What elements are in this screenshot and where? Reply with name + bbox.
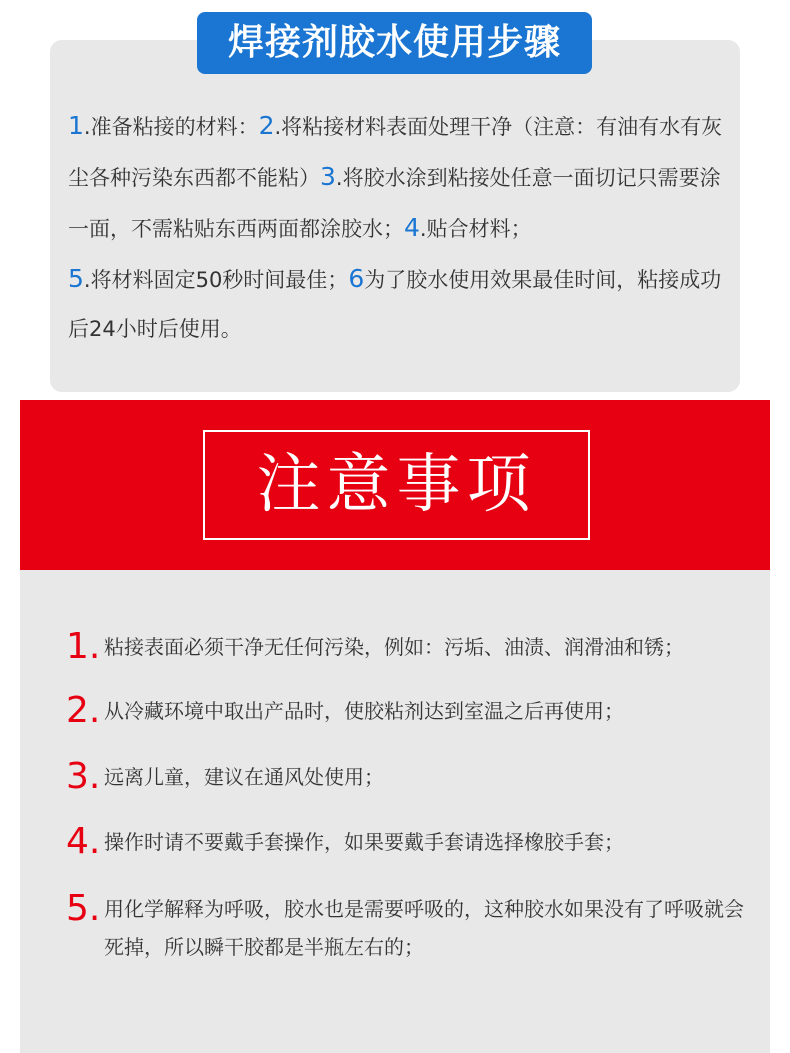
step-2-number: 2 (258, 111, 275, 140)
step-5-number: 5 (68, 264, 84, 293)
notice-item-4-number: 4. (66, 821, 101, 862)
step-5-text: .将材料固定50秒时间最佳； (83, 268, 349, 292)
step-1-text: .准备粘接的材料： (83, 115, 259, 139)
notice-item-1 (66, 627, 756, 667)
step-6-number: 6 (348, 264, 365, 293)
step-3-text: .将胶水涂到粘接处任意一面切记只需要涂一面，不需粘贴东西两面都涂胶水； (68, 166, 721, 241)
notice-item-4-text: 操作时请不要戴手套操作，如果要戴手套请选择橡胶手套； (104, 830, 624, 854)
step-1-number: 1 (68, 111, 84, 140)
notice-item-3-number: 3. (66, 756, 101, 797)
notice-item-2-number: 2. (66, 690, 101, 731)
notice-item-1-text: 粘接表面必须干净无任何污染，例如：污垢、油渍、润滑油和锈； (104, 635, 684, 659)
steps-title: 焊接剂胶水使用步骤 (197, 12, 592, 74)
notice-item-3-text: 远离儿童，建议在通风处使用； (104, 765, 384, 789)
notice-item-5-number: 5. (66, 888, 101, 929)
notice-item-2 (66, 691, 756, 731)
step-3-number: 3 (320, 162, 336, 191)
step-4-number: 4 (404, 213, 420, 242)
notice-item-1-number: 1. (66, 626, 101, 667)
step-4-text: .贴合材料； (419, 217, 532, 241)
steps-body (68, 101, 740, 354)
notice-item-4 (66, 822, 756, 862)
step-6-text: 为了胶水使用效果最佳时间，粘接成功后24小时后使用。 (68, 268, 722, 341)
notice-banner (20, 400, 770, 570)
notice-item-3 (66, 757, 756, 797)
notice-item-5-text: 用化学解释为呼吸，胶水也是需要呼吸的，这种胶水如果没有了呼吸就会死掉，所以瞬干胶都是半瓶左右的； (104, 897, 744, 959)
notice-item-5 (66, 889, 756, 966)
notice-item-2-text: 从冷藏环境中取出产品时，使胶粘剂达到室温之后再使用； (104, 699, 624, 723)
step-2-text: .将粘接材料表面处理干净（注意：有油有水有灰尘各种污染东西都不能粘） (68, 115, 723, 190)
notice-title: 注意事项 (203, 430, 590, 540)
